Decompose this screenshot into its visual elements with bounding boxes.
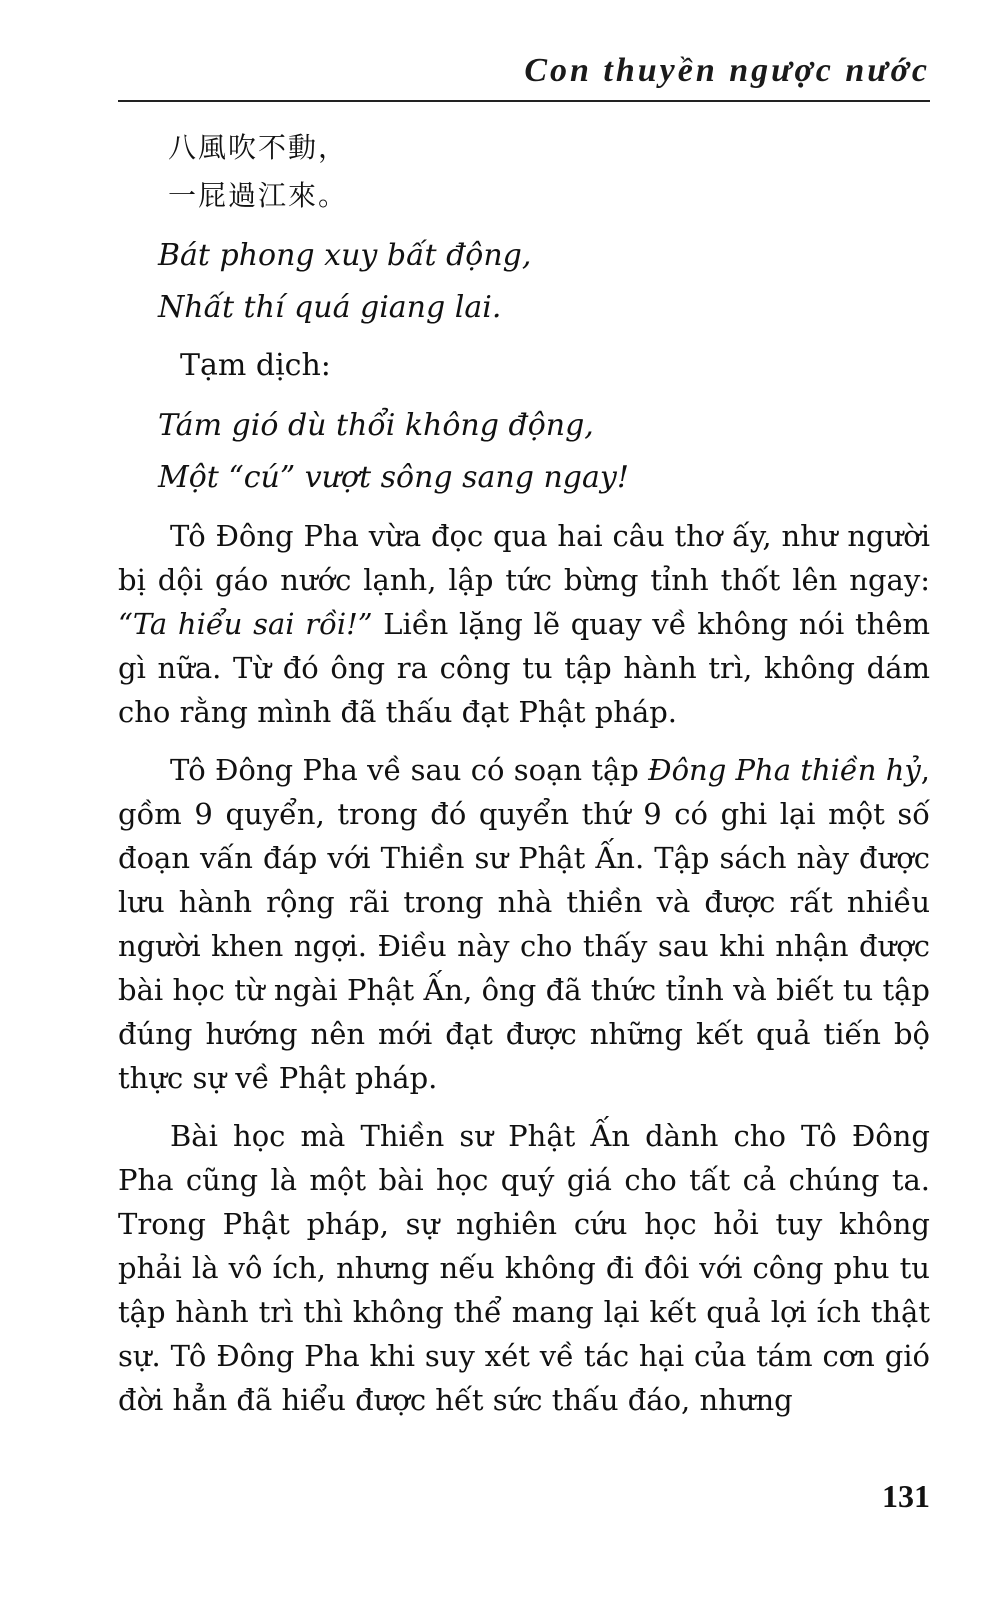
transliteration-line-2: Nhất thí quá giang lai. [158, 290, 502, 325]
paragraph-2-text-a: Tô Đông Pha về sau có soạn tập [170, 753, 649, 787]
translation-line-2: Một “cú” vượt sông sang ngay! [158, 460, 629, 495]
header-rule [118, 100, 930, 102]
chinese-verse [118, 124, 930, 220]
paragraph-1-text-b: Liền lặng lẽ quay về không nói thêm gì nữa. Từ đó ông ra công tu tập hành trì, không dám cho rằng mình đã thấu đạt Phật pháp. [118, 607, 930, 729]
chinese-verse-line-2: 一屁過江來。 [168, 179, 349, 212]
running-header: Con thuyền ngược nước [524, 52, 930, 89]
paragraph-3: Bài học mà Thiền sư Phật Ấn dành cho Tô Đông Pha cũng là một bài học quý giá cho tất cả chúng ta. Trong Phật pháp, sự nghiên cứu học hỏi tuy không phải là vô ích, nhưng nếu không đi đôi với công phu tu tập hành trì thì không thể mang lại kết quả lợi ích thật sự. Tô Đông Pha khi suy xét về tác hại của tám cơn gió đời hẳn đã hiểu được hết sức thấu đáo, nhưng [118, 1119, 930, 1417]
paragraph-2-book-title: Đông Pha thiền hỷ [648, 753, 921, 787]
chinese-verse-line-1: 八風吹不動， [168, 131, 349, 164]
paragraph-2 [118, 748, 930, 1100]
translation-label: Tạm dịch: [180, 348, 331, 383]
paragraph-2-text-b: , gồm 9 quyển, trong đó quyển thứ 9 có ghi lại một số đoạn vấn đáp với Thiền sư Phật Ấn. Tập sách này được lưu hành rộng rãi trong nhà thiền và được rất nhiều người khen ngợi. Điều này cho thấy sau khi nhận được bài học từ ngài Phật Ấn, ông đã thức tỉnh và biết tu tập đúng hướng nên mới đạt được những kết quả tiến bộ thực sự về Phật pháp. [118, 753, 931, 1095]
page-number: 131 [882, 1478, 930, 1514]
transliteration-line-1: Bát phong xuy bất động, [158, 238, 532, 273]
paragraph-1-text-a: Tô Đông Pha vừa đọc qua hai câu thơ ấy, như người bị dội gáo nước lạnh, lập tức bừng tỉnh thốt lên ngay: [118, 519, 930, 597]
translation-line-1: Tám gió dù thổi không động, [158, 408, 594, 443]
page-content [118, 118, 930, 1422]
paragraph-1 [118, 514, 930, 734]
transliteration-verse [118, 230, 930, 334]
paragraph-1-quote: “Ta hiểu sai rồi!” [118, 607, 373, 641]
translation-verse [118, 400, 930, 504]
